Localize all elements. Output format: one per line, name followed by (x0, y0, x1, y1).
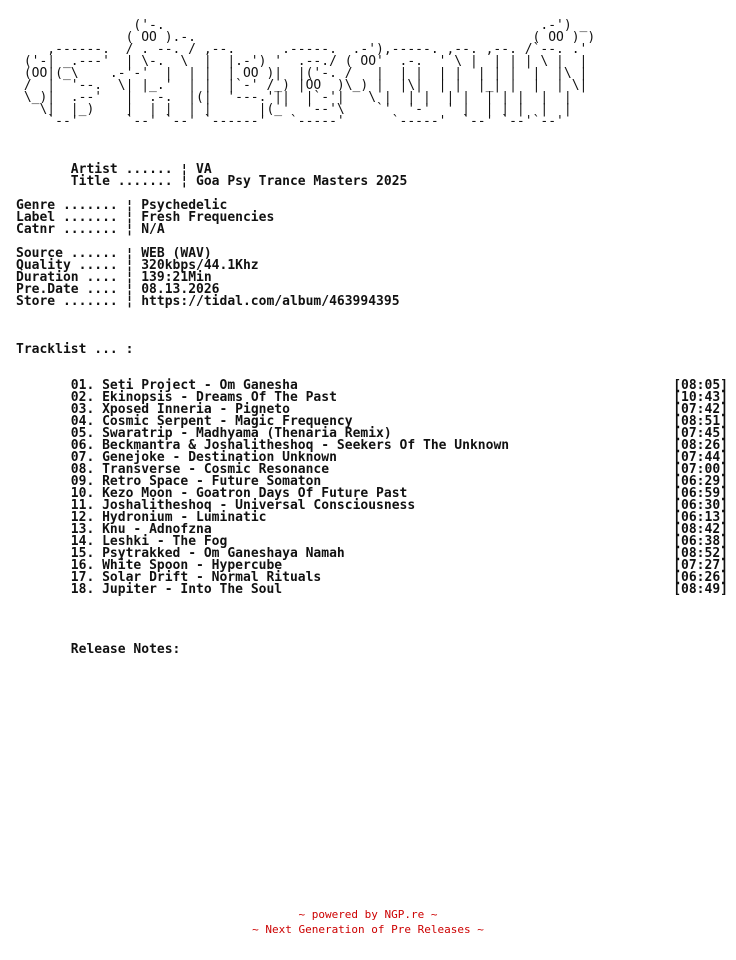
track-number: 11. (70, 498, 95, 513)
tracklist (16, 380, 728, 596)
track-number: 12. (70, 510, 95, 525)
quality-value: 320kbps/44.1Khz (141, 258, 259, 273)
track-title: Beckmantra & Joshalitheshoq - Seekers Of The Unknown (102, 438, 510, 453)
track-duration: [06:30] (673, 498, 728, 513)
track-duration: [07:00] (673, 462, 728, 477)
track-title: Joshalitheshoq - Universal Consciousness (102, 498, 416, 513)
track-duration: [06:38] (673, 534, 728, 549)
quality-label: Quality ..... (16, 258, 118, 273)
track-duration: [10:43] (673, 390, 728, 405)
footer-powered-by: ~ powered by NGP.re ~ (298, 908, 438, 921)
track-title: Ekinopsis - Dreams Of The Past (102, 390, 337, 405)
logo-line: (OO|(_\ .-'-' | | | | OO )| |('-. / | | | | | | | | | |\ | (16, 66, 588, 81)
logo-line: \| |_) | | | | | |(_' '--'\ `' '-' ' | | | | | | (16, 102, 588, 117)
logo-line: ('-| _.---' | \-. \ | |.-') ' .--./ ( OO' .-. ' \ | | | | \ | | (16, 54, 588, 69)
track-title: Retro Space - Future Somaton (102, 474, 322, 489)
title-label: Title ....... (70, 174, 173, 189)
genre-value: Psychedelic (141, 198, 228, 213)
track-number: 13. (70, 522, 95, 537)
track-title: Leshki - The Fog (102, 534, 228, 549)
genre-row: Genre ....... ¦ Psychedelic (16, 198, 228, 213)
track-duration: [06:59] (673, 486, 728, 501)
track-duration: [08:42] (673, 522, 728, 537)
catnr-value: N/A (141, 222, 165, 237)
title-row: Title ....... ¦ Goa Psy Trance Masters 2025 (70, 174, 408, 189)
catnr-row: Catnr ....... ¦ N/A (16, 222, 165, 237)
predate-value: 08.13.2026 (141, 282, 220, 297)
track-number: 17. (70, 570, 95, 585)
store-label: Store ....... (16, 294, 118, 309)
track-duration: [07:42] (673, 402, 728, 417)
track-title: Kezo Moon - Goatron Days Of Future Past (102, 486, 408, 501)
track-duration: [08:49] (673, 582, 728, 597)
logo-line: `--' `--' `--' `------' `-----' `-----' `--' `--'`--' (16, 114, 580, 129)
predate-label: Pre.Date .... (16, 282, 118, 297)
quality-row: Quality ..... ¦ 320kbps/44.1Khz (16, 258, 259, 273)
catnr-label: Catnr ....... (16, 222, 118, 237)
logo-line: ,------. / . --. / ,--. .-----. .-'),-----. ,--. ,--. /`--. .' (16, 42, 596, 57)
label-row: Label ....... ¦ Fresh Frequencies (16, 210, 275, 225)
track-number: 05. (70, 426, 95, 441)
logo-line: ('-. .-') _ (16, 18, 588, 33)
track-duration: [07:44] (673, 450, 728, 465)
source-label: Source ...... (16, 246, 118, 261)
track-title: Hydronium - Luminatic (102, 510, 267, 525)
track-number: 10. (70, 486, 95, 501)
artist-label: Artist ...... (70, 162, 173, 177)
predate-row: Pre.Date .... ¦ 08.13.2026 (16, 282, 220, 297)
track-number: 01. (70, 378, 95, 393)
track-title: Psytrakked - Om Ganeshaya Namah (102, 546, 345, 561)
track-duration: [08:26] (673, 438, 728, 453)
ascii-logo (16, 20, 728, 128)
track-title: White Spoon - Hypercube (102, 558, 283, 573)
source-row: Source ...... ¦ WEB (WAV) (16, 246, 212, 261)
track-title: Knu - Adnofzna (102, 522, 212, 537)
footer-tagline: ~ Next Generation of Pre Releases ~ (252, 923, 484, 936)
logo-line: / | '--. \| |_.' | | |`-' /_) |OO )\_) | |\| | | |_| | | | \| (16, 78, 588, 93)
logo-line: ( OO ).-. ( OO ) ) (16, 30, 596, 45)
duration-value: 139:21Min (141, 270, 212, 285)
logo-line: \_)| .--' | .-. |(| '---.'|| |`-'| \ | | | | | | | | | | (16, 90, 588, 105)
track-number: 04. (70, 414, 95, 429)
track-title: Transverse - Cosmic Resonance (102, 462, 330, 477)
track-title: Solar Drift - Normal Rituals (102, 570, 322, 585)
track-title: Cosmic Serpent - Magic Frequency (102, 414, 353, 429)
track-duration: [06:29] (673, 474, 728, 489)
nfo-document (16, 20, 728, 656)
tracklist-header: Tracklist ... : (16, 342, 134, 357)
track-duration: [06:13] (673, 510, 728, 525)
track-number: 14. (70, 534, 95, 549)
genre-label: Genre ....... (16, 198, 118, 213)
track-number: 16. (70, 558, 95, 573)
track-number: 06. (70, 438, 95, 453)
track-number: 07. (70, 450, 95, 465)
track-title: Genejoke - Destination Unknown (102, 450, 337, 465)
title-value: Goa Psy Trance Masters 2025 (196, 174, 408, 189)
track-duration: [08:52] (673, 546, 728, 561)
duration-row: Duration .... ¦ 139:21Min (16, 270, 212, 285)
store-row: Store ....... ¦ https://tidal.com/album/463994395 (16, 294, 400, 309)
track-title: Seti Project - Om Ganesha (102, 378, 298, 393)
track-title: Xposed Inneria - Pigneto (102, 402, 290, 417)
artist-row: Artist ...... ¦ VA (70, 162, 212, 177)
track-duration: [08:05] (673, 378, 728, 393)
label-label: Label ....... (16, 210, 118, 225)
track-title: Swaratrip - Madhyama (Thenaria Remix) (102, 426, 392, 441)
label-value: Fresh Frequencies (141, 210, 275, 225)
track-number: 18. (70, 582, 95, 597)
track-duration: [07:45] (673, 426, 728, 441)
track-number: 08. (70, 462, 95, 477)
track-title: Jupiter - Into The Soul (102, 582, 283, 597)
track-number: 03. (70, 402, 95, 417)
store-link[interactable]: https://tidal.com/album/463994395 (141, 294, 400, 309)
track-number: 02. (70, 390, 95, 405)
track-number: 09. (70, 474, 95, 489)
release-notes-label: Release Notes: (70, 642, 181, 657)
duration-label: Duration .... (16, 270, 118, 285)
source-value: WEB (WAV) (141, 246, 212, 261)
track-row (16, 584, 728, 596)
track-number: 15. (70, 546, 95, 561)
track-duration: [06:26] (673, 570, 728, 585)
track-duration: [08:51] (673, 414, 728, 429)
track-duration: [07:27] (673, 558, 728, 573)
artist-value: VA (196, 162, 212, 177)
